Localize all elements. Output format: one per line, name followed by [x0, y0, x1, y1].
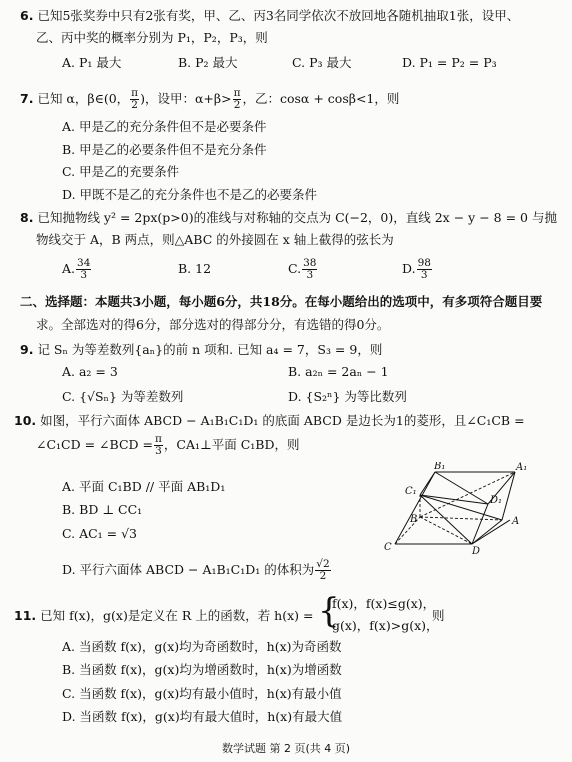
q10-option-c: C. AC₁ = √3 — [62, 526, 138, 541]
q8-stem-line1 — [20, 210, 557, 226]
section2-instructions-line1: 二、选择题：本题共3小题，每小题6分，共18分。在每小题给出的选项中，有多项符合题目要 — [20, 294, 543, 309]
q6-number: 6. — [20, 8, 34, 23]
q8-a-denominator: 3 — [80, 269, 88, 281]
q8-option-c-fraction — [302, 258, 317, 281]
q8-d-denominator: 3 — [420, 269, 428, 281]
q10-fraction-pi-over-3 — [154, 434, 163, 457]
q6-option-d: D. P₁ = P₂ = P₃ — [402, 55, 497, 70]
q9-stem — [20, 342, 382, 358]
q7-number: 7. — [20, 91, 34, 106]
q8-c-denominator: 3 — [306, 269, 314, 281]
q11-option-d: D. 当函数 f(x)，g(x)均有最大值时，h(x)有最大值 — [62, 709, 343, 724]
q7-option-b: B. 甲是乙的必要条件但不是充分条件 — [62, 142, 267, 157]
q10-option-d-fraction — [315, 559, 330, 582]
q10-option-d — [62, 557, 332, 583]
q8-d-numerator: 98 — [417, 257, 431, 269]
parallelepiped-figure — [380, 462, 530, 560]
q11-option-c: C. 当函数 f(x)，g(x)均有最小值时，h(x)有最小值 — [62, 686, 342, 701]
q8-stem-text1: 已知抛物线 y² = 2px(p>0)的准线与对称轴的交点为 C(−2，0)，直线 2x − y − 8 = 0 与抛 — [37, 210, 557, 225]
q10-number: 10. — [14, 413, 37, 428]
q8-option-b: B. 12 — [178, 261, 212, 276]
q8-option-d-label: D. — [402, 261, 416, 276]
q7-frac1-numerator: π — [131, 87, 139, 99]
q11-option-a: A. 当函数 f(x)，g(x)均为奇函数时，h(x)为奇函数 — [62, 639, 342, 654]
q10-d-numerator: √2 — [316, 558, 330, 570]
fig-label-c: C — [384, 542, 392, 553]
fig-label-a1: A₁ — [516, 462, 528, 473]
q6-option-b: B. P₂ 最大 — [178, 55, 238, 70]
q10-d-denominator: 2 — [319, 570, 327, 582]
fig-label-d: D — [472, 546, 481, 557]
piecewise-brace: { — [318, 591, 340, 631]
q11-stem-part1: 已知 f(x)，g(x)是定义在 R 上的函数，若 h(x) = — [40, 608, 314, 623]
q7-stem-part3: ，乙：cosα + cosβ<1，则 — [242, 91, 400, 106]
fig-label-c1: C₁ — [405, 486, 417, 497]
q8-option-c-label: C. — [288, 261, 302, 276]
fig-label-b: B — [410, 514, 418, 525]
q7-frac1-denominator: 2 — [131, 99, 138, 111]
q8-option-c — [288, 256, 318, 282]
q6-stem-line2: 乙、丙中奖的概率分别为 P₁，P₂，P₃，则 — [36, 30, 268, 45]
q10-stem-part-a: ∠C₁CD = ∠BCD = — [36, 437, 153, 452]
q8-stem-line2: 物线交于 A，B 两点，则△ABC 的外接圆在 x 轴上截得的弦长为 — [36, 232, 394, 247]
q8-option-d — [402, 256, 433, 282]
q10-option-b: B. BD ⊥ CC₁ — [62, 502, 143, 517]
q7-option-c: C. 甲是乙的充要条件 — [62, 164, 180, 179]
q11-case1: f(x)，f(x)≤g(x)， — [332, 596, 436, 611]
q9-option-a: A. a₂ = 3 — [62, 364, 118, 379]
q8-number: 8. — [20, 210, 34, 225]
q9-number: 9. — [20, 342, 34, 357]
q8-option-a-label: A. — [62, 261, 76, 276]
q11-stem — [14, 608, 313, 624]
q7-stem-part1: 已知 α，β∈(0， — [37, 91, 130, 106]
q10-stem-part-b: ，CA₁⊥平面 C₁BD，则 — [163, 437, 300, 452]
q8-a-numerator: 34 — [77, 257, 91, 269]
q10-option-d-text: D. 平行六面体 ABCD − A₁B₁C₁D₁ 的体积为 — [62, 562, 315, 577]
q8-option-a — [62, 256, 92, 282]
q9-option-c: C. {√Sₙ} 为等差数列 — [62, 389, 184, 404]
q6-stem-line1 — [20, 8, 519, 24]
q6-stem-text1: 已知5张奖券中只有2张有奖，甲、乙、丙3名同学依次不放回地各随机抽取1张，设甲、 — [37, 8, 520, 23]
q10-stem-text1: 如图，平行六面体 ABCD − A₁B₁C₁D₁ 的底面 ABCD 是边长为1的菱形，且∠C₁CB = — [40, 413, 525, 428]
q7-fraction-pi-over-2-a — [130, 88, 139, 111]
q10-stem-line2 — [36, 432, 300, 458]
q10-option-a: A. 平面 C₁BD // 平面 AB₁D₁ — [62, 479, 226, 494]
q7-stem — [20, 87, 399, 111]
q9-option-b: B. a₂ₙ = 2aₙ − 1 — [288, 364, 389, 379]
q7-frac2-numerator: π — [233, 87, 241, 99]
q8-option-d-fraction — [417, 258, 432, 281]
q9-option-d: D. {S₂ⁿ} 为等比数列 — [288, 389, 407, 404]
q7-fraction-pi-over-2-b — [233, 88, 242, 111]
fig-label-a: A — [512, 516, 520, 527]
q6-option-a: A. P₁ 最大 — [62, 55, 122, 70]
q10-frac-denominator: 3 — [155, 445, 162, 457]
q8-option-a-fraction — [76, 258, 91, 281]
q10-stem-line1 — [14, 413, 525, 429]
q7-stem-part2: )，设甲：α+β> — [140, 91, 232, 106]
q9-stem-text: 记 Sₙ 为等差数列{aₙ}的前 n 项和. 已知 a₄ = 7，S₃ = 9，则 — [37, 342, 383, 357]
q11-option-b: B. 当函数 f(x)，g(x)均为增函数时，h(x)为增函数 — [62, 662, 342, 677]
q6-option-c: C. P₃ 最大 — [292, 55, 352, 70]
q7-option-d: D. 甲既不是乙的充分条件也不是乙的必要条件 — [62, 187, 318, 202]
q7-frac2-denominator: 2 — [233, 99, 241, 111]
fig-label-d1: D₁ — [490, 495, 503, 506]
q8-c-numerator: 38 — [303, 257, 317, 269]
q11-stem-part2: 则 — [432, 608, 445, 623]
q10-frac-numerator: π — [154, 433, 162, 445]
page-footer: 数学试题 第 2 页(共 4 页) — [221, 742, 351, 755]
q11-case2: g(x)，f(x)>g(x)， — [332, 618, 439, 633]
q11-number: 11. — [14, 608, 37, 623]
q7-option-a: A. 甲是乙的充分条件但不是必要条件 — [62, 119, 267, 134]
fig-label-b1: B₁ — [434, 462, 446, 472]
section2-instructions-line2: 求。全部选对的得6分，部分选对的得部分分，有选错的得0分。 — [36, 317, 390, 332]
